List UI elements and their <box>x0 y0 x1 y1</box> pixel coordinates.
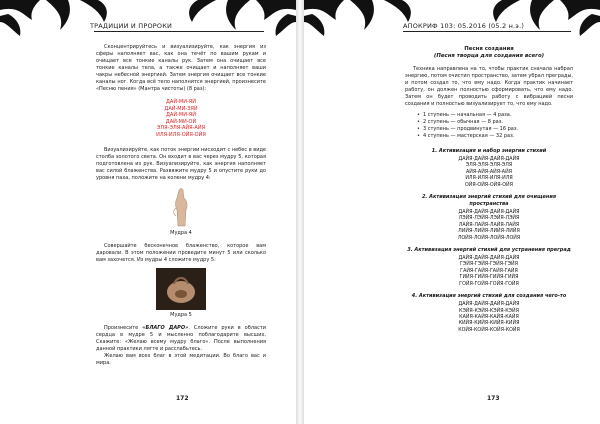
chant-block <box>405 157 573 189</box>
poem-line: ДАЙ-МИ-ОЙ <box>165 118 197 125</box>
mudra-5-image <box>156 268 206 310</box>
running-head: АПОКРИФ 103: 05.2016 (05.2 н.э.) <box>403 22 525 30</box>
chant-line: ЛИЙЯ-ЛИЙЯ-ЛИЙЯ-ЛИЙЯ <box>458 229 520 235</box>
chant-line: КОЙЯ-КОЙЯ-КОЙЯ-КОЙЯ <box>458 327 520 333</box>
chant-line: ЭЛЯ-ЭЛЯ-ЭЛЯ-ЭЛЯ <box>465 163 513 169</box>
chant-line: ДАЙЯ-ДАЙЯ-ДАЙЯ-ДАЙЯ <box>458 256 520 262</box>
figure-caption: Мудра 5 <box>170 311 192 318</box>
section-heading: 4. Активизация энергий стихий для создания чего-то <box>411 293 567 300</box>
mantra-name: «БЛАГО ДАРО» <box>142 324 189 331</box>
chant-line: ОЙЯ-ОЙЯ-ОЙЯ-ОЙЯ <box>465 182 513 188</box>
header-rule <box>94 31 264 32</box>
poem-line: ДАЙ-МИ-ЯЙ <box>166 112 196 119</box>
chant-line: ГАЙЯ-ГАЙЯ-ГАЙЯ-ГАЙЯ <box>460 268 518 274</box>
chant-block <box>405 210 573 242</box>
section-heading: 2. Активизация энергий стихий для очищения пространства <box>421 194 557 208</box>
left-body <box>96 44 266 367</box>
tribal-ornament-icon <box>0 0 296 40</box>
list-item: • 3 ступень — продвинутая — 16 раз. <box>417 126 573 133</box>
chant-line: ЛОЙЯ-ЛОЙЯ-ЛОЙЯ-ЛОЙЯ <box>457 235 521 241</box>
chant-line: ГЭЙЯ-ГЭЙЯ-ГЭЙЯ-ГЭЙЯ <box>460 262 518 268</box>
list-item: • 4 ступень — мастерская — 32 раз. <box>417 133 573 140</box>
page-number: 173 <box>487 395 500 402</box>
mudra-4-image <box>161 186 201 228</box>
steps-list <box>417 112 573 140</box>
chapter-title: Песня создания <box>464 46 514 52</box>
poem-line: ДАЙ-МИ-ЯЙ <box>166 99 196 105</box>
left-page <box>0 0 296 424</box>
paragraph: Визуализируйте, как поток энергии нисходит с небес в виде столба золотого света. Он входит в вас через мудру 5, которая подготовлена из рук. Визуализируйте, как энергия наполняет вас силой блаженства. Развяжите мудру 5 и опустите руки до уровня паха, положите на колени мудру 4: <box>96 146 266 181</box>
paragraph: Сконцентрируйтесь и визуализируйте, как энергия из сферы наполняет вас, как она течёт по вашим рукам и очищает все тонкие каналы рук. Затем она очищает все тонкие каналы тела, а также очищает и наполняет ваши чакры небесной энергией. Затем энергия очищает все тонкие каналы ног. Когда всё тело наполнится энергией, произнесите «Песню пения» (Мантра чистоты) (8 раз): <box>96 44 266 92</box>
chant-block <box>405 302 573 334</box>
chant-line: ДАЙЯ-ДАЙЯ-ДАЙЯ-ДАЙЯ <box>458 210 520 216</box>
figure-caption: Мудра 4 <box>170 229 192 236</box>
chant-line: КАЙЯ-КАЙЯ-КАЙЯ-КАЙЯ <box>459 314 519 320</box>
right-page <box>304 0 600 424</box>
paragraph-lead: Произнесите <box>104 324 139 331</box>
chant-line: ИЛЯ-ИЛЯ-ИЛЯ-ИЛЯ <box>465 176 513 182</box>
poem-line: ДАЙ-МИ-ЗЯЙ <box>164 105 198 112</box>
paragraph: Техника направлена на то, чтобы практик сначала набрал энергию, потом очистил пространство, затем убрал преграды, и потом создал то, что ему надо. Когда практик начинает работу, он должен полностью сформировать, что ему надо. Затем он будет проводить работу с вибрацией песни создания и полностью визуализирует то, что ему надо. <box>405 66 573 107</box>
list-item: • 1 ступень — начальная — 4 раза. <box>417 112 573 119</box>
poem-line: ИЛЯ-ИЛЯ-ОЙЯ-ОЙЯ <box>156 131 206 138</box>
section-heading: 3. Активизация энергий стихий для устранения преград <box>407 247 571 254</box>
chant-line: ДАЙЯ-ДАЙЯ-ДАЙЯ-ДАЙЯ <box>458 157 520 162</box>
paragraph <box>96 325 266 353</box>
header-rule <box>403 31 571 32</box>
chant-line: КЭЙЯ-КЭЙЯ-КЭЙЯ-КЭЙЯ <box>459 308 519 314</box>
chant-line: ДАЙЯ-ДАЙЯ-ДАЙЯ-ДАЙЯ <box>458 302 520 308</box>
book-gutter <box>296 0 304 424</box>
chant-line: ЛАЙЯ-ЛАЙЯ-ЛАЙЯ-ЛАЙЯ <box>458 222 520 228</box>
right-body <box>405 46 573 337</box>
page-number: 172 <box>176 395 189 402</box>
tribal-ornament-icon <box>304 0 600 40</box>
list-item: • 2 ступень — обычная — 8 раз. <box>417 119 573 126</box>
running-head: ТРАДИЦИИ И ПРОРОКИ <box>90 22 173 30</box>
chant-line: АЙЯ-АЙЯ-АЙЯ-АЙЯ <box>465 169 512 175</box>
mantra-poem <box>96 99 266 139</box>
section-heading: 1. Активизация и набор энергии стихий <box>431 148 547 154</box>
chant-line: ГОЙЯ-ГОЙЯ-ГОЙЯ-ГОЙЯ <box>459 281 519 287</box>
chapter-subtitle: (Песня творца для создания всего) <box>433 53 545 59</box>
chant-line: ГИЙЯ-ГИЙЯ-ГИЙЯ-ГИЙЯ <box>459 275 519 281</box>
paragraph-rest: . Сложите руки в области сердца в мудре 5 и мысленно поблагодарите высших. Скажите: «Желаю всему мудру благо». После выполнения данной практики лягте и расслабьтесь. <box>96 324 266 352</box>
chant-line: ЛЭЙЯ-ЛЭЙЯ-ЛЭЙЯ-ЛЭЙЯ <box>458 216 520 222</box>
chant-block <box>405 256 573 288</box>
paragraph: Желаю вам всех благ в этой медитации. Во благо вас и мира. <box>96 352 266 366</box>
chant-line: КИЙЯ-КИЙЯ-КИЙЯ-КИЙЯ <box>458 321 520 327</box>
poem-line: ЭЛЯ-ЭЛЯ-АЙЯ-АЙЯ <box>156 125 206 132</box>
paragraph: Совершайте бесконечное блаженство, которое вам даровали. В этом положении проведите минут 5 или сколько вам захочется. Из мудры 4 сложите мудру 5: <box>96 242 266 263</box>
